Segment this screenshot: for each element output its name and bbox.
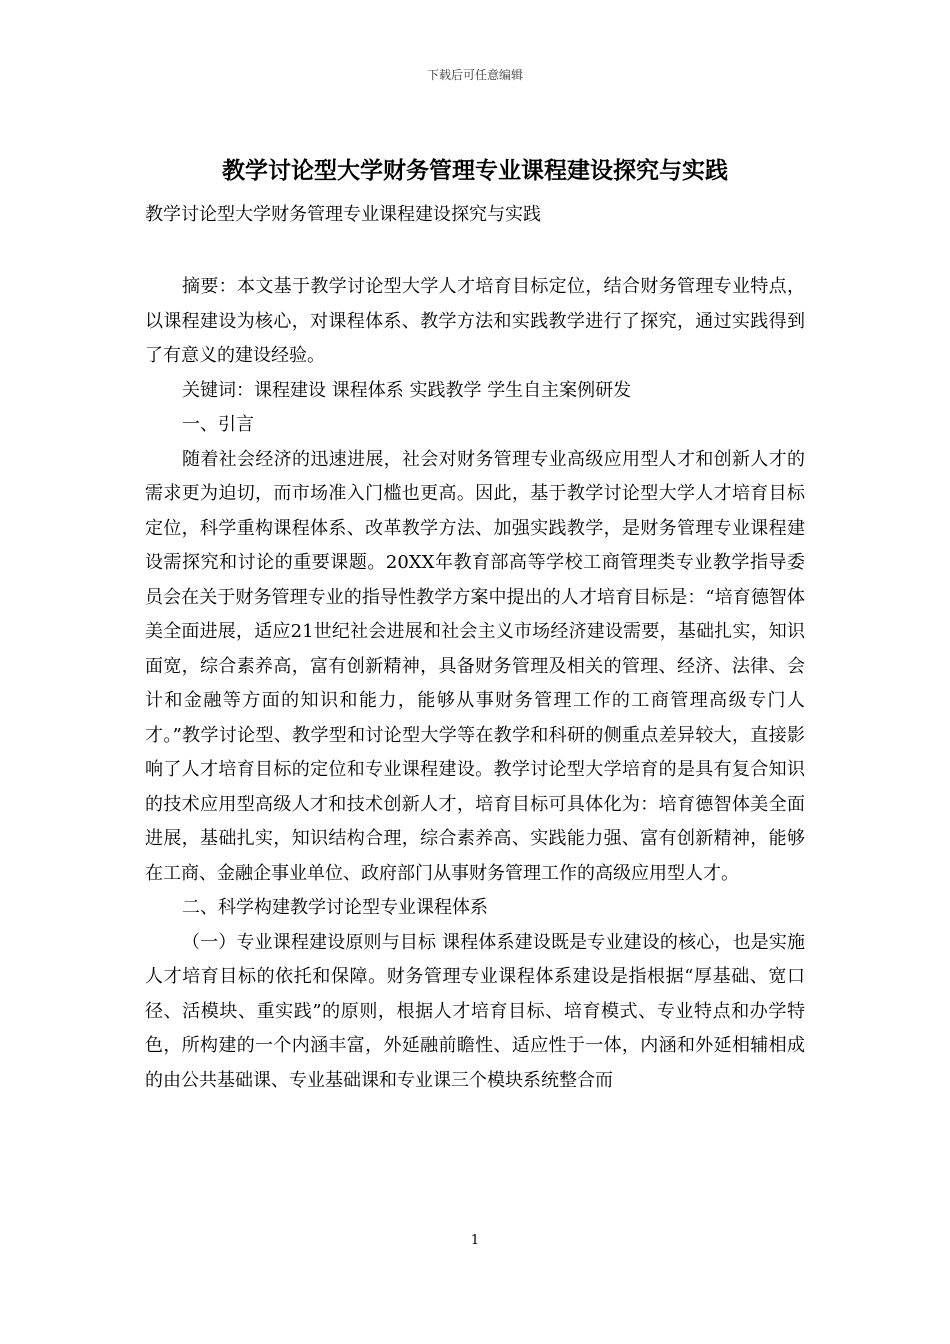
page-number: 1 bbox=[470, 1233, 480, 1248]
abstract-paragraph: 摘要：本文基于教学讨论型大学人才培育目标定位，结合财务管理专业特点，以课程建设为核心，对课程体系、教学方法和实践教学进行了探究，通过实践得到了有意义的建设经验。 bbox=[145, 276, 805, 366]
document-title: 教学讨论型大学财务管理专业课程建设探究与实践 bbox=[222, 157, 728, 184]
section-heading-curriculum-system: 二、科学构建教学讨论型专业课程体系 bbox=[182, 897, 488, 918]
document-body bbox=[145, 270, 805, 1098]
introduction-paragraph: 随着社会经济的迅速进展，社会对财务管理专业高级应用型人才和创新人才的需求更为迫切，而市场准入门槛也更高。因此，基于教学讨论型大学人才培育目标定位，科学重构课程体系、改革教学方法、加强实践教学，是财务管理专业课程建设需探究和讨论的重要课题。20XX年教育部高等学校工商管理类专业教学指导委员会在关于财务管理专业的指导性教学方案中提出的人才培育目标是：“培育德智体美全面进展，适应21世纪社会进展和社会主义市场经济建设需要，基础扎实，知识面宽，综合素养高，富有创新精神，具备财务管理及相关的管理、经济、法律、会计和金融等方面的知识和能力，能够从事财务管理工作的工商管理高级专门人才。”教学讨论型、教学型和讨论型大学等在教学和科研的侧重点差异较大，直接影响了人才培育目标的定位和专业课程建设。教学讨论型大学培育的是具有复合知识的技术应用型高级人才和技术创新人才，培育目标可具体化为：培育德智体美全面进展，基础扎实，知识结构合理，综合素养高、实践能力强、富有创新精神，能够在工商、金融企事业单位、政府部门从事财务管理工作的高级应用型人才。 bbox=[145, 448, 805, 884]
keywords-line: 关键词：课程建设 课程体系 实践教学 学生自主案例研发 bbox=[182, 379, 632, 401]
document-subtitle: 教学讨论型大学财务管理专业课程建设探究与实践 bbox=[145, 204, 541, 225]
section-heading-introduction: 一、引言 bbox=[182, 414, 254, 435]
curriculum-system-paragraph: （一）专业课程建设原则与目标 课程体系建设既是专业建设的核心，也是实施人才培育目标的依托和保障。财务管理专业课程体系建设是指根据“厚基础、宽口径、活模块、重实践”的原则，根据人才培育目标、培育模式、专业特点和办学特色，所构建的一个内涵丰富，外延融前瞻性、适应性于一体，内涵和外延相辅相成的由公共基础课、专业基础课和专业课三个模块系统整合而 bbox=[145, 931, 805, 1091]
header-note: 下载后可任意编辑 bbox=[426, 68, 523, 82]
